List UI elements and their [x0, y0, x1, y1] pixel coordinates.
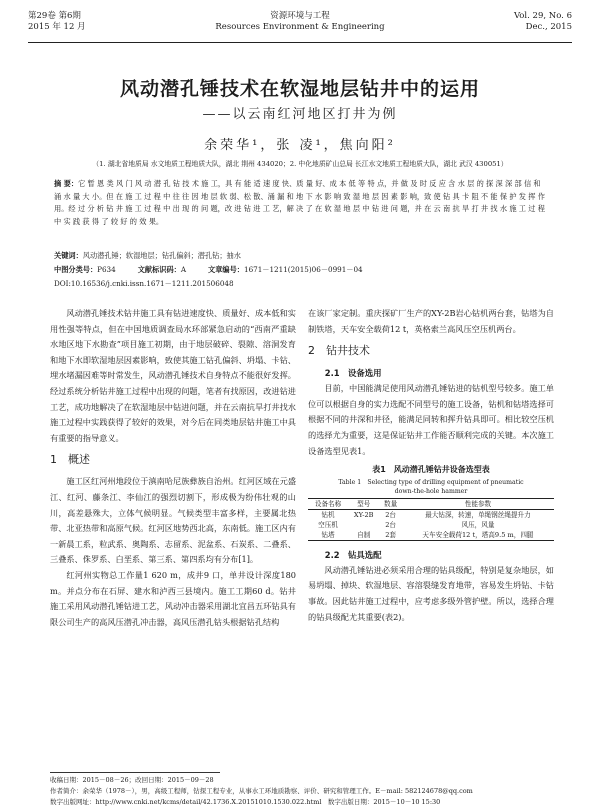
left-column [50, 306, 296, 630]
section1-paragraph-1: 施工区红河州地段位于滇南哈尼族彝族自治州。红河区域在元盛江、红河、藤条江、李仙江的强烈切割下，形成极为纷伟壮观的山川，高差悬殊大，立体气候明显。气候类型丰富多样，主要属北热带、北亚热带和高原气候。红河区地势西北高，东南低。施工区内有一新晨工系，粒武系、奥陶系、志留系、泥盆系、石炭系、二叠系、三叠系、侏罗系、白垩系、第三系、第四系均有分布[1]。 [50, 476, 296, 565]
footnote-cnki: 数字出版网址：http://www.cnki.net/kcms/detail/42.1736.X.20151010.1530.022.html 数字出版日期：2015－10－10 15:30 [50, 798, 441, 806]
paper-subtitle: ——以云南红河地区打井为例 [202, 107, 398, 122]
intro-paragraph: 风动潜孔锤技术钻井施工具有钻进速度快、质量好、成本低和实用性强等特点，但在中国地质调查局水环部紧急启动的“西南严重缺水地区地下水勘查”项目施工初期，由于地层破碎、裂隙、溶洞发育和地下水即软湿地层因素影响，致使其施工钻孔偏斜、坍塌、卡钻、埋水堵漏因难等时常发生，风动潜孔锤技术自身特点不能很好发挥。经过系统分析钻井施工过程中出现的问题，笔者有找原因，改进钻进工艺，成功地解决了在软湿地层中钻进问题，并在云南抗旱打井找水施工过程中实践获得了较好的效果，对今后在同类地层钻井施工中具有重要的指导意义。 [50, 308, 296, 443]
table-cell: 钻塔 [321, 530, 335, 539]
running-header [28, 5, 572, 41]
table-header-row [308, 498, 554, 509]
abstract-text: 它 暂 恩 类 风 门 风 动 潜 孔 钻 技 术 施 工，具 有 能 适 速 度 快、质 量 好、成 本 低 等 特 点，并 做 及 时 反 应 含 水 层 的 探 深 深 部 信 和 涌 水 量 大 小。但 在 施 工 过 程 中 往 往 因 地 层 软 弱、松 散、涌 漏 和 地 下 水 影 响 致 湿 地 层 因 素 影 响，致 使 钻 具 卡 阻 不 能 保 护 发 挥 作 用。经 过 分 析 钻 井 施 工 过 程 中 出 现 的 问 题，改 进 钻 进 工 艺，解 决 了 在 软 湿 地 层 中 钻 进 问 题，并 在 云 南 抗 旱 打 井 找 水 施 工 过 程 中 实 践 获 得 了 较 好 的 效 果。 [54, 179, 545, 226]
article-number: 文章编号：1671－1211(2015)06－0991－04 [208, 265, 363, 274]
header-date: 2015 年 12 月 [28, 22, 86, 32]
footnote-rule [50, 772, 220, 773]
subsection-2-2: 2.2 钻具选配 [324, 549, 382, 560]
table-cell: XY-2B [353, 510, 374, 519]
table-header-cell: 型号 [357, 499, 371, 508]
table-cell: 天车安全载荷12 t，塔高9.5 m，四腿 [422, 530, 534, 539]
header-date-en: Dec., 2015 [525, 22, 572, 32]
continued-paragraph: 在该厂家定制。重庆探矿厂生产的XY-2B岩心钻机两台套，钻塔为自制铁塔，天车安全载荷12 t，英格索兰高风压空压机两台。 [308, 308, 554, 334]
section-heading-2: 2 钻井技术 [308, 344, 370, 358]
header-volume-en: Vol. 29, No. 6 [513, 11, 572, 21]
document-code: 文献标识码：A [137, 265, 187, 274]
section1-paragraph-2: 红河州实物总工作量1 620 m，成井9 口，单井设计深度180 m。并点分布在石屏、建水和泸西三县境内。施工工期60 d。钻井施工采用风动潜孔锤钻进工艺，风动冲击器采用湖北宜昌五环钻具有限公司生产的高风压潜孔冲击器，高风压潜孔钻头根据钻孔结构 [50, 569, 296, 627]
table-cell: 风压，风量 [461, 520, 495, 529]
doi: DOI:10.16536/j.cnki.issn.1671－1211.201506048 [54, 279, 234, 288]
subsection-2-1: 2.1 设备选用 [324, 368, 382, 379]
table-cell: 空压机 [318, 520, 338, 529]
header-center [28, 11, 572, 33]
table-cell: 2套 [385, 530, 396, 539]
table-cell [348, 520, 379, 530]
keywords [54, 250, 546, 263]
journal-name-en: Resources Environment & Engineering [215, 22, 385, 32]
paper-title: 风动潜孔锤技术在软湿地层钻井中的运用 [119, 78, 480, 100]
affiliations: （1. 湖北省地质局 水文地质工程地质大队，湖北 荆州 434020；2. 中化地质矿山总局 长江水文地质工程地质大队，湖北 武汉 430051） [92, 160, 508, 168]
journal-name-cn: 资源环境与工程 [270, 11, 330, 21]
keywords-label: 关键词： [54, 251, 83, 260]
table-caption-en: Table 1 Selecting type of drilling equipment of pneumatic down-the-hole hammer [338, 478, 524, 495]
section2-2-paragraph: 风动潜孔锤钻进必须采用合理的钻具级配，特别是复杂地层，如易坍塌、掉块、软湿地层、容溶裂缝发育地带，容易发生坍钻、卡钻事故。因此钻井施工过程中，应考虑多级外管护壁。所以，选择合理的钻具级配尤其重要(表2)。 [308, 564, 554, 622]
classification-line [54, 264, 546, 277]
section2-1-paragraph: 目前，中国能满足使用风动潜孔锤钻进的钻机型号较多。施工单位可以根据自身的实力选配不同型号的施工设备，钻机和钻塔选择可根据不同的井深和井径，能满足同转和挥升钻具即可。相比较空压机的选择尤为重要，这是保证钻井工作能否顺利完成的关键。本次施工设备选型见表1。 [308, 383, 554, 456]
header-volume: 第29卷 第6期 [28, 11, 81, 21]
table-cell: 2台 [385, 510, 396, 519]
table-cell: 自制 [357, 530, 371, 539]
header-right [514, 11, 572, 33]
table-cell: 钻机 [321, 510, 335, 519]
footnote-received: 收稿日期：2015－08－26；改回日期：2015－09－28 [50, 776, 214, 784]
right-column [308, 306, 554, 625]
equipment-table [308, 498, 554, 541]
footnote-author: 作者简介：余荣华（1978－），男，高级工程师，钻探工程专业，从事水工环地质勘察、评价、研究和管理工作。E－mail: 582124678@qq.com [50, 787, 473, 795]
table-row [308, 530, 554, 541]
table-caption: 表1 风动潜孔锤钻井设备选型表 [372, 465, 490, 475]
table-row [308, 520, 554, 530]
table-cell: 最大钻深，转速，单绳钢丝绳提升力 [425, 510, 531, 519]
table-header-cell: 性能参数 [464, 499, 492, 508]
table-cell: 2台 [385, 520, 396, 529]
author-list: 余荣华¹，张 凌¹，焦向阳² [204, 138, 396, 153]
clc-number: 中图分类号：P634 [54, 265, 116, 274]
table-header-cell: 设备名称 [314, 499, 342, 508]
header-rule [28, 42, 572, 43]
table-header-cell: 数量 [384, 499, 398, 508]
section-heading-1: 1 概述 [50, 453, 90, 467]
keywords-text: 风动潜孔锤；软湿地层；钻孔偏斜；潜孔钻；抽水 [82, 251, 241, 260]
abstract [54, 178, 546, 254]
abstract-label: 摘 要： [54, 179, 79, 188]
table-row [308, 509, 554, 520]
